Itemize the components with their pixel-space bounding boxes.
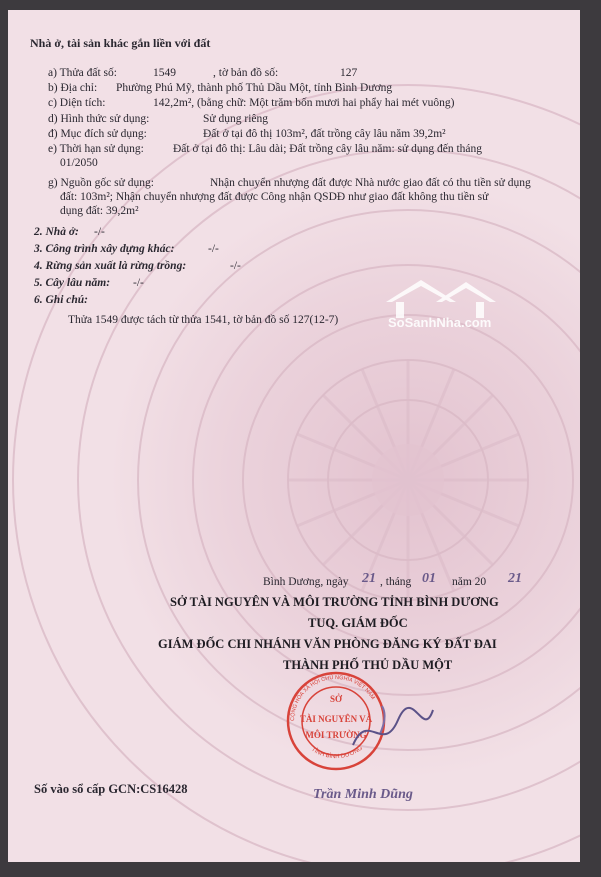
usage-form-value: Sử dụng riêng bbox=[203, 113, 269, 125]
stamp-ring-bottom: TỈNH BÌNH DƯƠNG bbox=[310, 745, 364, 761]
usage-form-label: d) Hình thức sử dụng: bbox=[48, 113, 150, 125]
forest-value: -/- bbox=[230, 260, 241, 272]
city-line: THÀNH PHỐ THỦ DẦU MỘT bbox=[283, 658, 453, 672]
stamp-line2: TÀI NGUYÊN VÀ bbox=[299, 714, 373, 724]
purpose-label: đ) Mục đích sử dụng: bbox=[48, 128, 147, 140]
parcel-number: 1549 bbox=[153, 67, 176, 79]
stamp-line1: SỞ bbox=[329, 694, 343, 704]
origin-value: Nhận chuyển nhượng đất được Nhà nước giao đất có thu tiền sử dụng bbox=[210, 177, 531, 189]
year-label: năm 20 bbox=[452, 576, 487, 588]
parcel-label: a) Thửa đất số: bbox=[48, 67, 117, 79]
date-day: 21 bbox=[362, 571, 376, 586]
house-label: 2. Nhà ở: bbox=[34, 226, 79, 238]
term-value-cont: 01/2050 bbox=[60, 157, 98, 169]
purpose-value: Đất ở tại đô thị 103m², đất trồng cây lâu năm 39,2m² bbox=[203, 128, 446, 140]
director-line: GIÁM ĐỐC CHI NHÁNH VĂN PHÒNG ĐĂNG KÝ ĐẤT ĐAI bbox=[158, 637, 497, 651]
place-date-prefix: Bình Dương, ngày bbox=[263, 576, 349, 588]
perennial-value: -/- bbox=[133, 277, 144, 289]
signer-name: Trần Minh Dũng bbox=[313, 787, 413, 802]
origin-value-cont2: dụng đất: 39,2m² bbox=[60, 205, 139, 217]
house-value: -/- bbox=[94, 226, 105, 238]
month-label: , tháng bbox=[380, 576, 412, 588]
stamp-line3: MÔI TRƯỜNG bbox=[305, 730, 367, 740]
section-header: Nhà ở, tài sản khác gắn liền với đất bbox=[30, 36, 211, 50]
proxy-line: TUQ. GIÁM ĐỐC bbox=[308, 616, 408, 630]
authority-line: SỞ TÀI NGUYÊN VÀ MÔI TRƯỜNG TỈNH BÌNH DƯƠNG bbox=[170, 595, 499, 609]
area-value: 142,2m², (bằng chữ: Một trăm bốn mươi hai phẩy hai mét vuông) bbox=[153, 97, 455, 109]
notes-value: Thửa 1549 được tách từ thửa 1541, tờ bản đồ số 127(12-7) bbox=[68, 314, 339, 326]
forest-label: 4. Rừng sản xuất là rừng trồng: bbox=[34, 260, 187, 272]
map-label: , tờ bản đồ số: bbox=[213, 67, 279, 79]
date-month: 01 bbox=[422, 571, 436, 586]
map-number: 127 bbox=[340, 67, 358, 79]
certificate-page bbox=[8, 10, 580, 862]
term-value: Đất ở tại đô thị: Lâu dài; Đất trồng cây lâu năm: sử dụng đến tháng bbox=[173, 143, 483, 155]
construction-value: -/- bbox=[208, 243, 219, 255]
term-label: e) Thời hạn sử dụng: bbox=[48, 143, 144, 155]
handwritten-signature bbox=[348, 700, 438, 760]
perennial-label: 5. Cây lâu năm: bbox=[34, 277, 111, 289]
notes-label: 6. Ghi chú: bbox=[34, 294, 88, 306]
certificate-number: Số vào sổ cấp GCN:CS16428 bbox=[34, 782, 188, 796]
house-logo-icon bbox=[366, 272, 516, 352]
watermark-brand: SoSanhNha.com bbox=[388, 315, 492, 330]
address-value: Phường Phú Mỹ, thành phố Thủ Dầu Một, tỉnh Bình Dương bbox=[116, 82, 393, 94]
date-year: 21 bbox=[508, 571, 522, 586]
stamp-ring-top: CỘNG HÒA XÃ HỘI CHỦ NGHĨA VIỆT NAM bbox=[289, 674, 376, 722]
origin-value-cont: đất: 103m²; Nhận chuyển nhượng đất được Công nhận QSDĐ như giao đất không thu tiền sử bbox=[60, 191, 489, 203]
origin-label: g) Nguồn gốc sử dụng: bbox=[48, 177, 154, 189]
area-label: c) Diện tích: bbox=[48, 97, 106, 109]
construction-label: 3. Công trình xây dựng khác: bbox=[34, 243, 175, 255]
address-label: b) Địa chỉ: bbox=[48, 82, 98, 94]
